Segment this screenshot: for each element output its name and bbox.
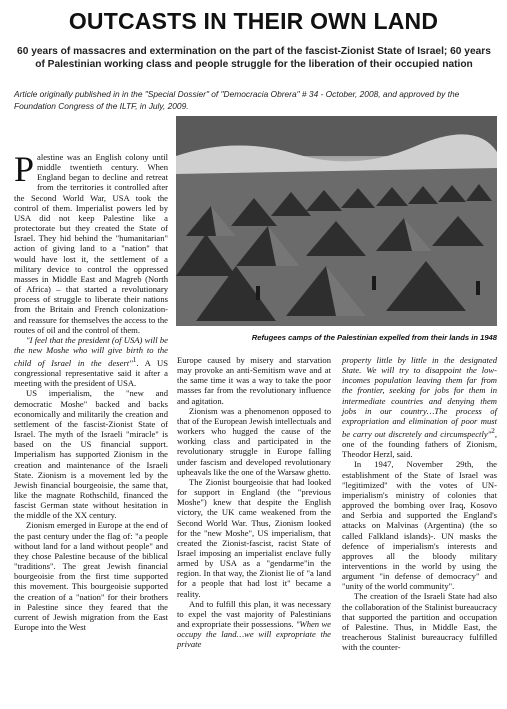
paragraph-text: . A US congressional representative said it after a meeting with the president of USA. — [14, 357, 168, 389]
paragraph: In 1947, November 29th, the establishment of the State of Israel was "legitimized" with the votes of UN-imperialism's ministry of colonies that approved the bombing over Iraq, Kosovo and Serbia and supported the England's attacks on Malvinas (Argentina) (the so called Falkland islands)-. UN masks the defence of imperialism's interests and approves all the bloody military interventions in the world by using the argument "in defense of democracy" and "unity of the world community". — [342, 459, 497, 592]
paragraph — [14, 149, 168, 335]
quote-text: "When we occupy the land…we will expropriate the private — [177, 619, 331, 650]
paragraph: Zionism was a phenomenon opposed to that of the European Jewish intellectuals and workers who hugged the cause of the working class and participated in the revolutionary struggle in Europe falling under fascism and developed revolutionary upheavals like the one of the Warsaw ghetto. — [177, 405, 331, 477]
paragraph: Europe caused by misery and starvation may provoke an anti-Semitism wave and at the same time it was a way to take the poor masses far from the revolutionary influence and agitation. — [177, 355, 331, 406]
paragraph: The creation of the Israeli State had also the collaboration of the Stalinist bureaucracy that supported the partition and occupation of Palestine. Thus, in Middle East, the treacherous Stalinist bureaucracy fulfilled with the counter- — [342, 591, 497, 653]
footnote-ref: 2 — [491, 427, 495, 436]
drop-cap: P — [14, 149, 35, 189]
article-subtitle: 60 years of massacres and extermination on the part of the fascist-Zionist State of Israel; 60 years of Palestinian working class and people struggle for the liberation of their occupied nation — [17, 46, 491, 70]
paragraph — [177, 599, 331, 650]
quote-text: "I feel that the president (of USA) will be the new Moshe who will give birth to the child of Israel in the desert" — [14, 334, 168, 368]
column-3 — [342, 355, 497, 652]
refugee-camp-illustration — [176, 116, 497, 326]
article-title: OUTCASTS IN THEIR OWN LAND — [68, 8, 439, 34]
paragraph-text: , one of the founding fathers of Zionism, Theodor Herzl, said. — [342, 428, 497, 460]
paragraph — [342, 355, 497, 459]
column-1 — [14, 149, 168, 633]
quote-text: property little by little in the designated State. We will try to disappoint the low-incomes population leaving them far from the frontier, seeking for jobs for them in intermediate countries and denying them jobs in our country…The process of expropriation and elimination of poor must be carry out discretely and circumspectly" — [342, 355, 497, 439]
paragraph: Zionism emerged in Europe at the end of the past century under the flag of: "a people without land for a land without people" and they chose Palestine because of the biblical "traditions". The great Jewish financial bourgeoisie from the first time supported this movement. This bourgeoisie supported the creation of a "nation" for their brothers in Palestine since they feared that the current of Jewish migration from the East Europe into the West — [14, 520, 168, 633]
paragraph: The Zionist bourgeoisie that had looked for support in England (the "previous Moshe") knew that despite the English victory, the UK came weakened from the Second World War. Thus, Zionism looked for the "new Moshe", US imperialism, that created the Zionist-fascist, racist State of Israel imposing an imperialist enclave fully armed by USA as a "gendarme"in the region. In that way, the Zionist lie of "a land for a people that had lost it" became a reality. — [177, 476, 331, 599]
paragraph-text: alestine was an English colony until middle twentieth century. When England began to decline and retreat from the territories it controlled after the Second World War, USA took the control of them. Imperialist powers led by USA did not keep Palestine like a protectorate but they created the State of Israel. They hid behind the "humanitarian" action of giving land to a "nation" that would have lost it, the settlement of a military device to control the oppressed masses in Middle East and Magreb (North of Africa) – that started a revolutionary process of struggle to liberate their nations from the Britain and French colonization- and reassure for themselves the access to the routes of oil and the control of them. — [14, 152, 168, 335]
paragraph: US imperialism, the "new and democratic Moshe" backed and backs economically and militarily the creation and settlement of the fascist-Zionist State of Israel. The myth of the Israeli "miracle" is based on the US financial support. Imperialism has supported Zionism in the creation and maintenance of the Israeli State. Zionism is a movement led by the Jewish financial bourgeoisie, the same that, like the magnate Rothschild, financed the fascist German state without hesitation in the middle of the XX century. — [14, 388, 168, 521]
paragraph-text: And to fulfill this plan, it was necessary to expel the vast majority of Palestinians and expropriate their possessions. — [177, 598, 331, 630]
refugee-camp-photo — [176, 116, 497, 326]
publication-note: Article originally published in in the "Special Dossier" of "Democracia Obrera" # 34 - October, 2008, and approved by the Foundation Congress of the ILTF, in July, 2009. — [14, 89, 460, 111]
footnote-ref: 1 — [132, 356, 137, 365]
paragraph — [14, 335, 168, 389]
column-2 — [177, 355, 331, 650]
photo-caption: Refugees camps of the Palestinian expelled from their lands in 1948 — [251, 333, 497, 342]
